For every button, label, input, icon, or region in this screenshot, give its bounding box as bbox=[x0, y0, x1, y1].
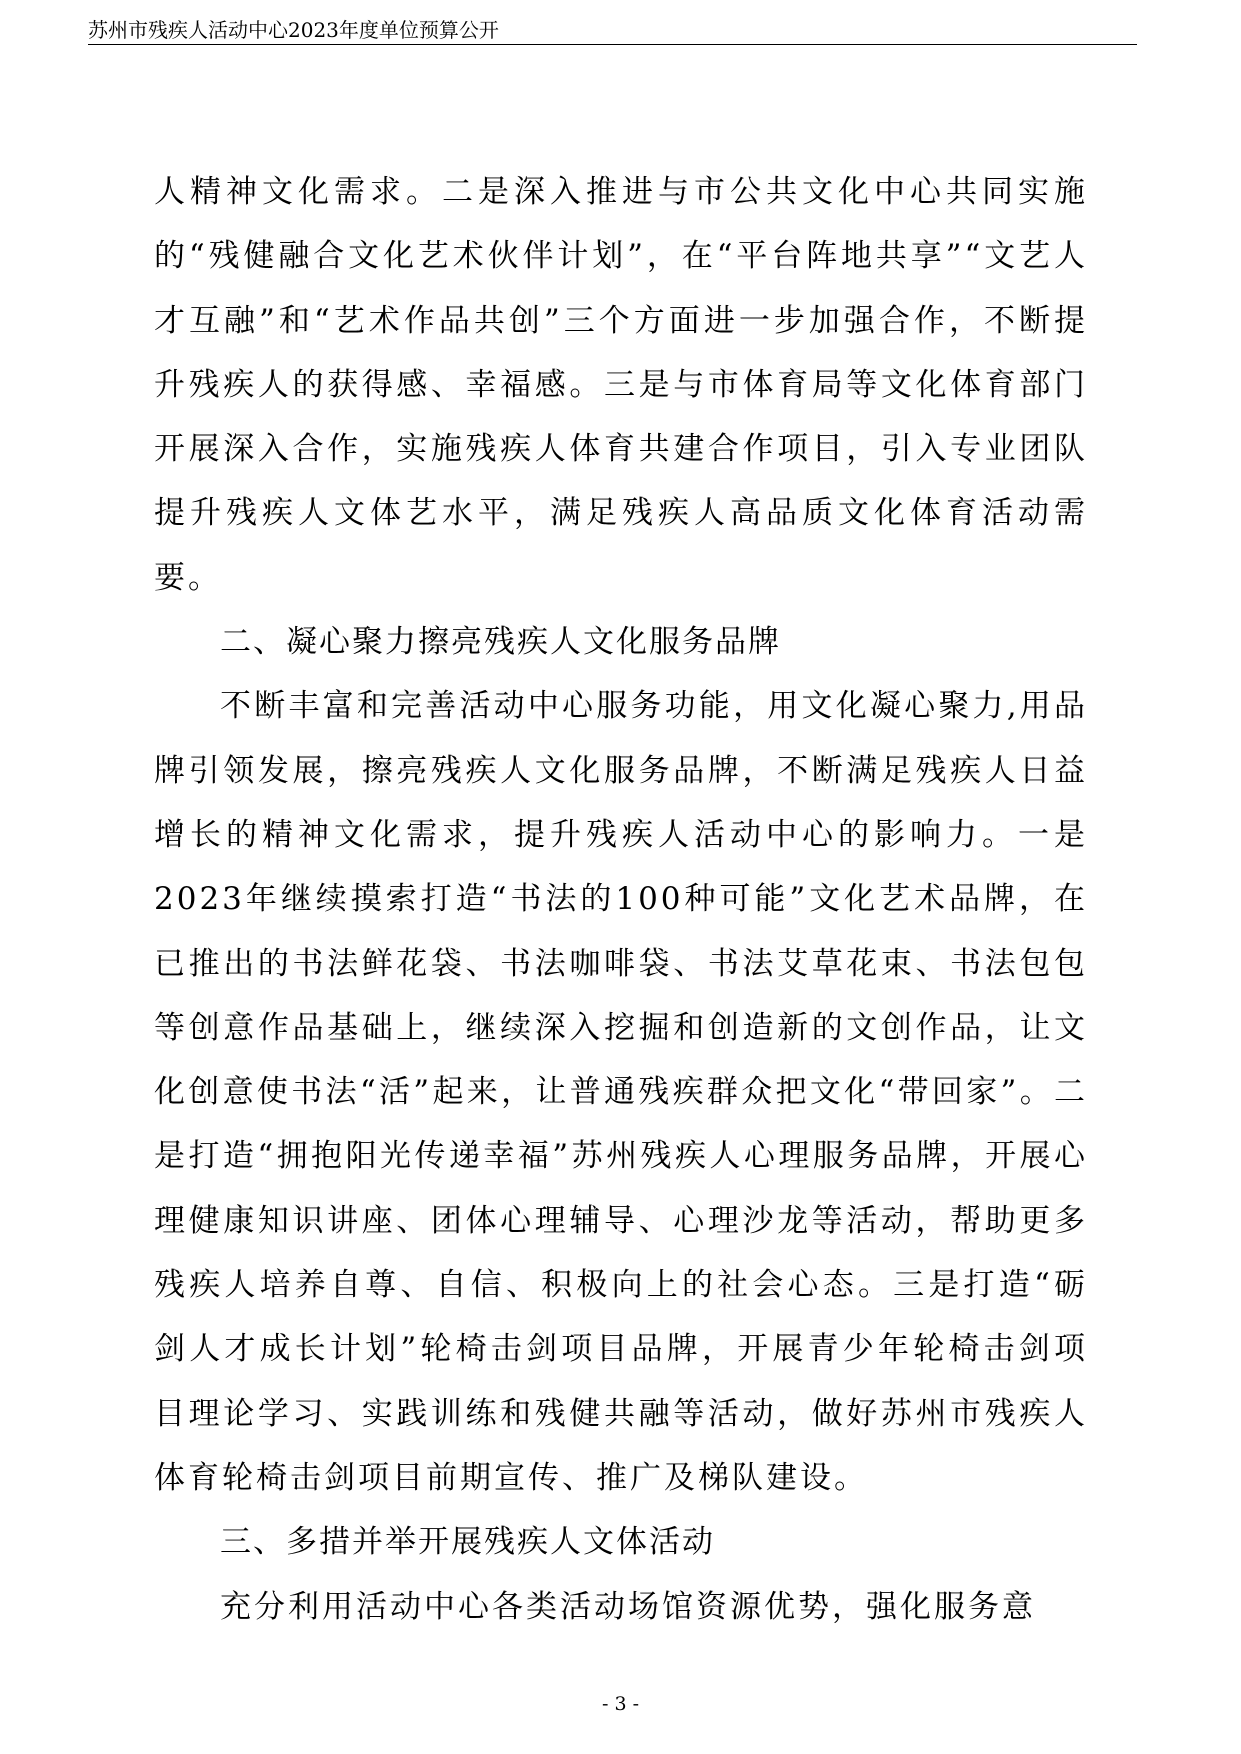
paragraph-section-2: 不断丰富和完善活动中心服务功能，用文化凝心聚力,用品牌引领发展，擦亮残疾人文化服务品牌，不断满足残疾人日益增长的精神文化需求，提升残疾人活动中心的影响力。一是2023年继续摸索打造“书法的100种可能”文化艺术品牌，在已推出的书法鲜花袋、书法咖啡袋、书法艾草花束、书法包包等创意作品基础上，继续深入挖掘和创造新的文创作品，让文化创意使书法“活”起来，让普通残疾群众把文化“带回家”。二是打造“拥抱阳光传递幸福”苏州残疾人心理服务品牌，开展心理健康知识讲座、团体心理辅导、心理沙龙等活动，帮助更多残疾人培养自尊、自信、积极向上的社会心态。三是打造“砺剑人才成长计划”轮椅击剑项目品牌，开展青少年轮椅击剑项目理论学习、实践训练和残健共融等活动，做好苏州市残疾人体育轮椅击剑项目前期宣传、推广及梯队建设。 bbox=[154, 688, 1088, 1496]
paragraph-continuation: 人精神文化需求。二是深入推进与市公共文化中心共同实施的“残健融合文化艺术伙伴计划”，在“平台阵地共享”“文艺人才互融”和“艺术作品共创”三个方面进一步加强合作，不断提升残疾人的获得感、幸福感。三是与市体育局等文化体育部门开展深入合作，实施残疾人体育共建合作项目，引入专业团队提升残疾人文体艺水平，满足残疾人高品质文化体育活动需要。 bbox=[154, 174, 1088, 596]
page-header-title: 苏州市残疾人活动中心2023年度单位预算公开 bbox=[88, 18, 499, 42]
document-body bbox=[154, 160, 1088, 1639]
paragraph-section-3: 充分利用活动中心各类活动场馆资源优势，强化服务意 bbox=[220, 1588, 1036, 1625]
section-heading-2: 二、凝心聚力擦亮残疾人文化服务品牌 bbox=[220, 624, 781, 661]
section-heading-3: 三、多措并举开展残疾人文体活动 bbox=[220, 1524, 715, 1561]
page-number: - 3 - bbox=[601, 1693, 639, 1715]
header-divider bbox=[88, 44, 1137, 45]
